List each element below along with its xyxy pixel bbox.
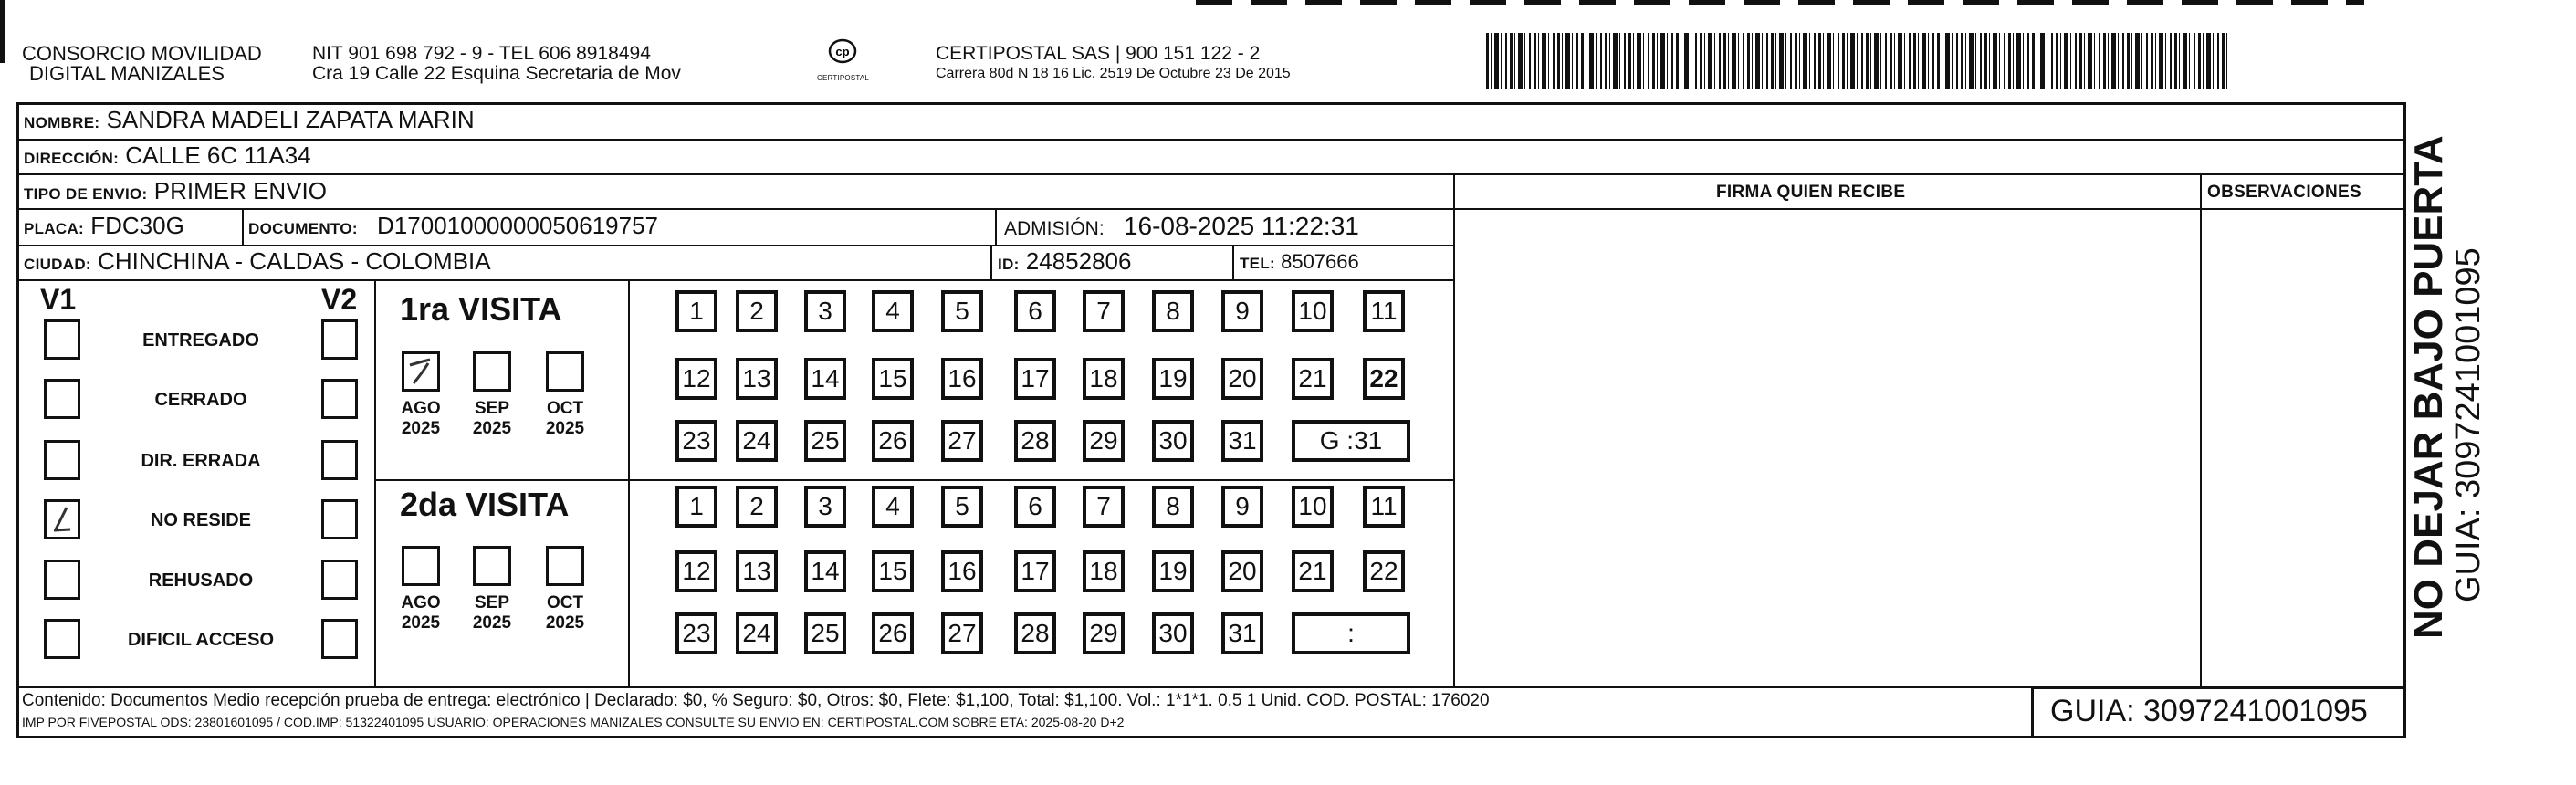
side-warning	[2408, 18, 2487, 639]
placa-label: PLACA:	[24, 220, 85, 237]
panel-divider	[1453, 173, 1455, 686]
day-box[interactable]: 21	[1292, 550, 1334, 592]
day-box[interactable]: 24	[736, 420, 778, 462]
day-box[interactable]: 9	[1221, 486, 1263, 528]
day-box[interactable]: 19	[1152, 550, 1194, 592]
company-name	[22, 44, 262, 84]
barcode	[1486, 33, 2227, 89]
day-box[interactable]: 11	[1363, 290, 1405, 332]
second-visit-title: 2da VISITA	[400, 486, 570, 523]
v2-checkbox[interactable]	[321, 619, 358, 659]
day-box[interactable]: 10	[1292, 486, 1334, 528]
month-checkbox[interactable]	[473, 351, 511, 392]
day-box[interactable]: 29	[1083, 612, 1125, 654]
day-box[interactable]: 13	[736, 358, 778, 400]
status-label: CERRADO	[154, 390, 247, 410]
v1-label: V1	[40, 283, 77, 316]
nombre-label: NOMBRE:	[24, 114, 100, 131]
day-box[interactable]: 7	[1083, 290, 1125, 332]
month-checkbox[interactable]	[402, 546, 440, 586]
placa-cell	[24, 212, 184, 240]
tipo-value: PRIMER ENVIO	[153, 177, 327, 204]
day-box[interactable]: 28	[1014, 420, 1056, 462]
visit-split	[374, 479, 1453, 481]
day-box[interactable]: 6	[1014, 290, 1056, 332]
month-label: AGO 2025	[401, 399, 441, 438]
day-box[interactable]: 21	[1292, 358, 1334, 400]
tel-label: TEL:	[1240, 255, 1275, 272]
day-box[interactable]: 30	[1152, 612, 1194, 654]
day-box[interactable]: 24	[736, 612, 778, 654]
v1-checkbox[interactable]	[44, 440, 80, 480]
ciudad-cell	[24, 247, 491, 276]
tipo-row	[24, 177, 327, 205]
month-checkbox[interactable]	[402, 351, 440, 392]
day-box[interactable]: 27	[941, 612, 983, 654]
panel-divider	[2200, 173, 2202, 686]
svg-text:cp: cp	[835, 45, 850, 58]
cell-divider	[242, 208, 244, 245]
v1-checkbox[interactable]	[44, 379, 80, 419]
day-box[interactable]: 14	[804, 358, 846, 400]
certipostal-info	[936, 43, 1291, 83]
day-box[interactable]: 26	[872, 612, 914, 654]
documento-value: D17001000000050619757	[377, 212, 659, 239]
status-label: REHUSADO	[148, 570, 254, 591]
cell-divider	[990, 245, 992, 279]
row-divider	[16, 173, 2406, 175]
day-box[interactable]: 2	[736, 486, 778, 528]
id-label: ID:	[998, 256, 1020, 273]
day-box[interactable]: 13	[736, 550, 778, 592]
observaciones-area[interactable]	[2203, 211, 2403, 686]
nombre-value: SANDRA MADELI ZAPATA MARIN	[106, 106, 475, 133]
v1-checkbox[interactable]	[44, 619, 80, 659]
day-box[interactable]: 17	[1014, 358, 1056, 400]
nombre-row	[24, 106, 475, 134]
placa-value: FDC30G	[90, 212, 184, 239]
day-box[interactable]: 31	[1221, 612, 1263, 654]
day-box[interactable]: 29	[1083, 420, 1125, 462]
company-line-1: CONSORCIO MOVILIDAD	[22, 42, 262, 65]
admision-cell	[1004, 212, 1359, 241]
day-box[interactable]: 16	[941, 550, 983, 592]
v2-checkbox[interactable]	[321, 560, 358, 600]
v2-label: V2	[321, 283, 358, 316]
visit-divider	[628, 279, 630, 686]
day-box[interactable]: 8	[1152, 486, 1194, 528]
day-box[interactable]: 30	[1152, 420, 1194, 462]
month-checkbox[interactable]	[473, 546, 511, 586]
day-box[interactable]: 22	[1363, 550, 1405, 592]
logo-text: CERTIPOSTAL	[817, 74, 870, 82]
day-box[interactable]: 26	[872, 420, 914, 462]
v2-checkbox[interactable]	[321, 379, 358, 419]
day-box[interactable]: 3	[804, 290, 846, 332]
footer-line-1: Contenido: Documentos Medio recepción prueba de entrega: electrónico | Declarado: $0, % Seguro: $0, Otros: $0, Flete: $1,100, Total: $1,100. Vol.: 1*1*1. 0.5 1 Unid. COD. POSTAL: 176020	[22, 691, 1490, 710]
day-box[interactable]: 23	[675, 612, 717, 654]
nit-line: NIT 901 698 792 - 9 - TEL 606 8918494	[312, 43, 651, 64]
row-divider	[1453, 208, 2406, 210]
day-box[interactable]: 15	[872, 358, 914, 400]
cell-divider	[995, 208, 997, 245]
side-guia: GUIA: 3097241001095	[2449, 247, 2487, 602]
time-box[interactable]: :	[1292, 612, 1410, 654]
observaciones-header: OBSERVACIONES	[2207, 183, 2361, 202]
day-box[interactable]: 4	[872, 290, 914, 332]
day-box[interactable]: 20	[1221, 550, 1263, 592]
day-box[interactable]: 10	[1292, 290, 1334, 332]
certi-line-1: CERTIPOSTAL SAS | 900 151 122 - 2	[936, 43, 1261, 64]
firma-header: FIRMA QUIEN RECIBE	[1716, 183, 1906, 202]
day-box[interactable]: 1	[675, 486, 717, 528]
status-label: DIR. ERRADA	[141, 451, 261, 471]
day-box[interactable]: 5	[941, 486, 983, 528]
month-label: SEP 2025	[472, 399, 512, 438]
day-box[interactable]: 18	[1083, 550, 1125, 592]
cropped-top-strokes	[1196, 0, 2364, 5]
firma-area[interactable]	[1456, 211, 2197, 686]
day-box[interactable]: 15	[872, 550, 914, 592]
tel-value: 8507666	[1281, 250, 1359, 273]
row-divider	[16, 245, 1453, 246]
id-cell	[998, 247, 1131, 276]
day-box[interactable]: 27	[941, 420, 983, 462]
address-line: Cra 19 Calle 22 Esquina Secretaria de Mov	[312, 63, 681, 84]
day-box[interactable]: 31	[1221, 420, 1263, 462]
v2-checkbox[interactable]	[321, 499, 358, 539]
v2-checkbox[interactable]	[321, 440, 358, 480]
status-label: ENTREGADO	[142, 330, 259, 351]
time-box[interactable]: G :31	[1292, 420, 1410, 462]
day-box[interactable]: 28	[1014, 612, 1056, 654]
guia-box-text: GUIA: 3097241001095	[2050, 694, 2368, 728]
row-divider	[16, 139, 2406, 141]
status-divider	[374, 279, 376, 686]
direccion-label: DIRECCIÓN:	[24, 150, 120, 167]
month-label: SEP 2025	[472, 593, 512, 633]
id-value: 24852806	[1025, 247, 1132, 275]
admision-value: 16-08-2025 11:22:31	[1123, 212, 1359, 240]
documento-cell	[248, 212, 658, 240]
day-box[interactable]: 23	[675, 420, 717, 462]
day-box[interactable]: 22	[1363, 358, 1405, 400]
day-box[interactable]: 4	[872, 486, 914, 528]
v1-checkbox[interactable]	[44, 560, 80, 600]
day-box[interactable]: 12	[675, 550, 717, 592]
row-divider	[16, 279, 1453, 281]
documento-label: DOCUMENTO:	[248, 220, 358, 237]
status-label: NO RESIDE	[150, 510, 252, 530]
first-visit-title: 1ra VISITA	[400, 290, 562, 328]
direccion-value: CALLE 6C 11A34	[125, 141, 311, 169]
tel-cell	[1240, 250, 1359, 274]
day-box[interactable]: 20	[1221, 358, 1263, 400]
day-box[interactable]: 6	[1014, 486, 1056, 528]
day-box[interactable]: 17	[1014, 550, 1056, 592]
company-contact	[312, 44, 681, 84]
day-box[interactable]: 9	[1221, 290, 1263, 332]
footer-line-2: IMP POR FIVEPOSTAL ODS: 23801601095 / COD.IMP: 51322401095 USUARIO: OPERACIONES MANIZALES CONSULTE SU ENVIO EN: CERTIPOSTAL.COM SOBRE ETA: 2025-08-20 D+2	[22, 715, 1125, 729]
ciudad-label: CIUDAD:	[24, 256, 91, 273]
certi-line-2: Carrera 80d N 18 16 Lic. 2519 De Octubre 23 De 2015	[936, 66, 1291, 81]
direccion-row	[24, 141, 311, 170]
month-label: OCT 2025	[545, 399, 585, 438]
margin-mark	[0, 0, 5, 785]
certipostal-logo	[817, 37, 868, 82]
day-box[interactable]: 16	[941, 358, 983, 400]
day-box[interactable]: 5	[941, 290, 983, 332]
admision-label: ADMISIÓN:	[1004, 218, 1105, 239]
status-label: DIFICIL ACCESO	[127, 630, 274, 650]
day-box[interactable]: 25	[804, 420, 846, 462]
month-label: OCT 2025	[545, 593, 585, 633]
no-dejar-bajo-puerta: NO DEJAR BAJO PUERTA	[2406, 135, 2451, 639]
day-box[interactable]: 7	[1083, 486, 1125, 528]
month-checkbox[interactable]	[546, 351, 584, 392]
company-line-2: DIGITAL MANIZALES	[29, 62, 225, 85]
day-box[interactable]: 25	[804, 612, 846, 654]
day-box[interactable]: 14	[804, 550, 846, 592]
cell-divider	[1232, 245, 1234, 279]
day-box[interactable]: 1	[675, 290, 717, 332]
v2-checkbox[interactable]	[321, 319, 358, 360]
month-checkbox[interactable]	[546, 546, 584, 586]
month-label: AGO 2025	[401, 593, 441, 633]
tipo-label: TIPO DE ENVIO:	[24, 185, 148, 203]
day-box[interactable]: 19	[1152, 358, 1194, 400]
day-box[interactable]: 11	[1363, 486, 1405, 528]
day-box[interactable]: 12	[675, 358, 717, 400]
day-box[interactable]: 2	[736, 290, 778, 332]
v1-checkbox[interactable]	[44, 319, 80, 360]
ciudad-value: CHINCHINA - CALDAS - COLOMBIA	[98, 247, 491, 275]
day-box[interactable]: 3	[804, 486, 846, 528]
day-box[interactable]: 18	[1083, 358, 1125, 400]
v1-checkbox[interactable]	[44, 499, 80, 539]
day-box[interactable]: 8	[1152, 290, 1194, 332]
